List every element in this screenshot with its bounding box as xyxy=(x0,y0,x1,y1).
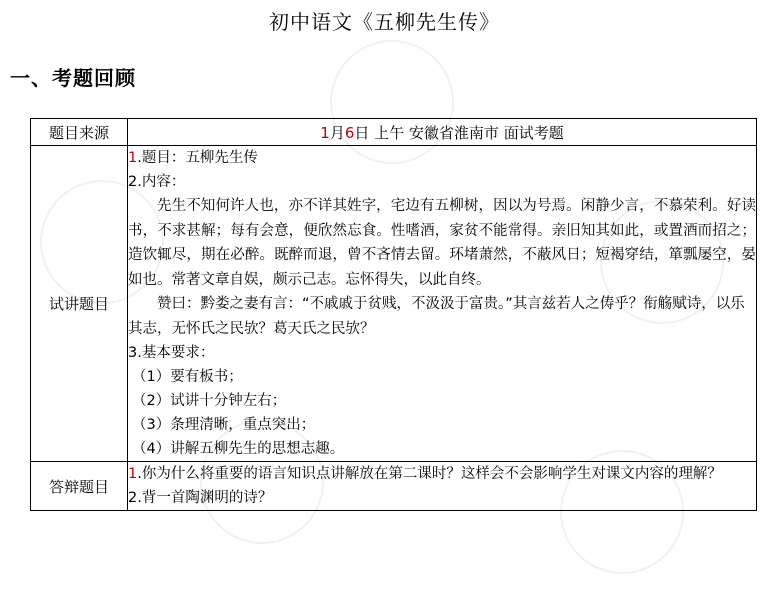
section-heading: 一、考题回顾 xyxy=(10,66,136,90)
lecture-zan: 赞曰：黔娄之妻有言：“不戚戚于贫贱，不汲汲于富贵。”其言兹若人之俦乎？衔觞赋诗，以乐其志，无怀氏之民欤？葛天氏之民欤？ xyxy=(128,296,745,337)
requirement-item: （3）条理清晰，重点突出； xyxy=(132,417,316,433)
source-value xyxy=(128,119,757,146)
lecture-topic-text: .题目：五柳先生传 xyxy=(137,150,258,166)
lecture-content xyxy=(128,146,757,462)
defense-row xyxy=(31,462,757,511)
source-day: 6 xyxy=(344,123,355,142)
defense-question-2: 2.背一首陶渊明的诗？ xyxy=(128,490,273,506)
lecture-content-heading: 2.内容： xyxy=(128,174,186,190)
source-rest: 日 上午 安徽省淮南市 面试考题 xyxy=(354,123,564,142)
requirement-item: （2）试讲十分钟左右； xyxy=(132,393,287,409)
lecture-label: 试讲题目 xyxy=(31,146,128,462)
source-row xyxy=(31,119,757,146)
defense-label: 答辩题目 xyxy=(31,462,128,511)
requirement-item: （4）讲解五柳先生的思想志趣。 xyxy=(132,441,345,457)
lecture-passage: 先生不知何许人也，亦不详其姓字，宅边有五柳树，因以为号焉。闲静少言，不慕荣利。好读书，不求甚解；每有会意，便欣然忘食。性嗜酒，家贫不能常得。亲旧知其如此，或置酒而招之；造饮辄尽，期在必醉。既醉而退，曾不吝情去留。环堵萧然，不蔽风日；短褐穿结，箪瓢屡空，晏如也。常著文章自娱，颇示己志。忘怀得失，以此自终。 xyxy=(128,198,756,288)
source-month: 1 xyxy=(320,123,330,142)
requirements-heading: 3.基本要求： xyxy=(128,345,215,361)
source-month-suffix: 月 xyxy=(329,123,345,142)
defense-q1-text: .你为什么将重要的语言知识点讲解放在第二课时？这样会不会影响学生对课文内容的理解？ xyxy=(137,466,722,482)
lecture-topic xyxy=(128,146,756,170)
defense-q1-num: 1 xyxy=(128,466,138,482)
defense-question-1 xyxy=(128,462,756,486)
source-label: 题目来源 xyxy=(31,119,128,146)
exam-table xyxy=(30,118,757,511)
defense-content xyxy=(128,462,757,511)
lecture-topic-num: 1 xyxy=(128,150,138,166)
requirement-item: （1）要有板书； xyxy=(132,369,243,385)
page-title: 初中语文《五柳先生传》 xyxy=(269,10,500,34)
lecture-row xyxy=(31,146,757,462)
